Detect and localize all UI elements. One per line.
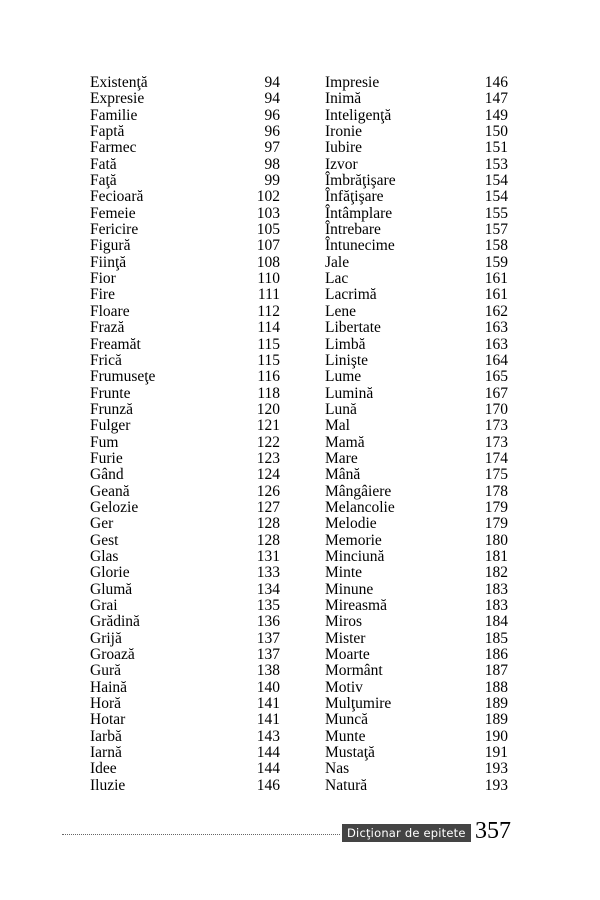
index-entry-page: 164: [484, 351, 508, 369]
index-entry-word: Minte: [325, 564, 363, 582]
index-entry: [325, 222, 508, 238]
index-entry: [90, 435, 280, 451]
index-entry: [90, 75, 280, 91]
index-entry: [90, 418, 280, 434]
index-entry: [90, 222, 280, 238]
index-entry-page: 149: [484, 106, 508, 124]
index-entry-word: Frunte: [90, 384, 131, 402]
index-entry: [325, 712, 508, 728]
index-entry-page: 182: [484, 564, 508, 582]
index-entry-page: 115: [257, 351, 280, 369]
index-entry-page: 158: [484, 237, 508, 255]
index-entry: [90, 647, 280, 663]
index-entry-page: 126: [256, 482, 280, 500]
index-entry: [90, 614, 280, 630]
index-entry-word: Înfăţişare: [325, 188, 384, 206]
index-entry: [325, 729, 508, 745]
index-entry: [325, 189, 508, 205]
index-entry-word: Limbă: [325, 335, 366, 353]
index-entry-page: 96: [264, 106, 280, 124]
index-entry-page: 162: [484, 302, 508, 320]
index-entry-page: 146: [256, 776, 280, 794]
index-entry: [90, 598, 280, 614]
index-entry-word: Glumă: [90, 580, 133, 598]
index-entry-page: 128: [256, 531, 280, 549]
index-entry-page: 134: [256, 580, 280, 598]
index-entry-page: 97: [264, 139, 280, 157]
index-entry-word: Impresie: [325, 74, 380, 91]
index-entry: [325, 467, 508, 483]
index-entry: [325, 353, 508, 369]
index-entry: [90, 271, 280, 287]
index-entry: [90, 745, 280, 761]
index-entry: [325, 238, 508, 254]
index-entry: [325, 124, 508, 140]
index-entry-word: Moarte: [325, 646, 370, 664]
index-entry: [325, 75, 508, 91]
index-entry-word: Mână: [325, 466, 361, 484]
index-entry-page: 173: [484, 417, 508, 435]
index-entry-word: Iarnă: [90, 744, 122, 762]
index-entry-word: Linişte: [325, 351, 369, 369]
index-entry-word: Farmec: [90, 139, 137, 157]
index-entry-word: Frunză: [90, 400, 134, 418]
index-entry: [325, 91, 508, 107]
footer-book-title: Dicţionar de epitete: [342, 824, 471, 842]
index-entry-page: 183: [484, 597, 508, 614]
index-entry: [325, 761, 508, 777]
index-entry-word: Miros: [325, 613, 363, 631]
index-entry-word: Frumuseţe: [90, 368, 156, 386]
index-entry-word: Natură: [325, 776, 368, 794]
index-entry-page: 147: [484, 90, 508, 108]
index-entry-word: Inimă: [325, 90, 362, 108]
index-entry-word: Mal: [325, 417, 350, 435]
index-entry-word: Întâmplare: [325, 204, 393, 222]
index-entry-word: Mustaţă: [325, 744, 375, 762]
index-entry-word: Gură: [90, 662, 121, 680]
index-entry-page: 94: [264, 74, 280, 91]
index-entry-word: Faptă: [90, 123, 125, 141]
index-entry-word: Fericire: [90, 221, 139, 239]
index-entry-page: 98: [264, 155, 280, 173]
index-entry-word: Mireasmă: [325, 597, 387, 614]
index-entry-word: Memorie: [325, 531, 382, 549]
index-entry-word: Glas: [90, 547, 119, 565]
index-entry-page: 96: [264, 123, 280, 141]
index-entry-page: 173: [484, 433, 508, 451]
index-entry-page: 105: [256, 221, 280, 239]
index-entry: [90, 484, 280, 500]
index-entry-page: 163: [484, 335, 508, 353]
page-footer: [62, 818, 512, 844]
index-column-left: [90, 75, 280, 794]
index-entry: [90, 206, 280, 222]
index-entry-page: 189: [484, 711, 508, 729]
index-entry-word: Motiv: [325, 678, 363, 696]
index-entry-word: Horă: [90, 695, 121, 713]
index-entry-page: 181: [484, 547, 508, 565]
index-entry-word: Fior: [90, 270, 116, 288]
index-entry-word: Jale: [325, 253, 350, 271]
index-entry-page: 193: [484, 760, 508, 778]
index-entry-word: Minciună: [325, 547, 385, 565]
index-entry-page: 178: [484, 482, 508, 500]
index-entry-word: Hotar: [90, 711, 126, 729]
index-entry-page: 123: [256, 449, 280, 467]
index-entry-page: 124: [256, 466, 280, 484]
index-entry-word: Grijă: [90, 629, 122, 647]
index-entry-word: Întrebare: [325, 221, 381, 239]
index-entry: [90, 287, 280, 303]
index-entry-word: Fire: [90, 286, 115, 304]
index-entry-page: 127: [256, 498, 280, 516]
index-entry: [90, 729, 280, 745]
index-entry-word: Lume: [325, 368, 362, 386]
index-entry-word: Melodie: [325, 515, 377, 533]
index-entry-page: 111: [257, 286, 280, 304]
index-entry-word: Haină: [90, 678, 128, 696]
index-entry: [325, 402, 508, 418]
index-entry-page: 191: [484, 744, 508, 762]
index-entry: [325, 631, 508, 647]
index-entry-word: Mamă: [325, 433, 365, 451]
index-column-right: [325, 75, 508, 794]
index-entry-page: 118: [257, 384, 280, 402]
index-entry-word: Groază: [90, 646, 135, 664]
index-entry-word: Munte: [325, 727, 366, 745]
index-entry: [325, 418, 508, 434]
index-entry-word: Libertate: [325, 319, 381, 337]
index-entry: [90, 467, 280, 483]
index-entry-page: 143: [256, 727, 280, 745]
index-entry-word: Nas: [325, 760, 350, 778]
index-entry-page: 141: [256, 695, 280, 713]
index-entry-word: Mângâiere: [325, 482, 392, 500]
index-entry-page: 122: [256, 433, 280, 451]
index-entry: [90, 157, 280, 173]
index-entry-page: 110: [257, 270, 280, 288]
index-entry-page: 146: [484, 74, 508, 91]
index-entry-page: 115: [257, 335, 280, 353]
index-entry-page: 154: [484, 172, 508, 190]
index-entry-word: Gest: [90, 531, 119, 549]
index-entry-word: Floare: [90, 302, 130, 320]
index-entry: [90, 386, 280, 402]
index-entry: [90, 189, 280, 205]
index-entry-page: 137: [256, 629, 280, 647]
index-entry: [325, 206, 508, 222]
index-entry-page: 102: [256, 188, 280, 206]
index-entry: [325, 304, 508, 320]
index-entry-word: Expresie: [90, 90, 145, 108]
index-entry-word: Glorie: [90, 564, 130, 582]
index-entry-page: 131: [256, 547, 280, 565]
index-entry-page: 107: [256, 237, 280, 255]
index-entry-word: Gând: [90, 466, 124, 484]
index-entry-word: Muncă: [325, 711, 369, 729]
index-entry-page: 157: [484, 221, 508, 239]
index-entry-page: 140: [256, 678, 280, 696]
index-entry-page: 138: [256, 662, 280, 680]
index-entry-word: Fum: [90, 433, 119, 451]
index-entry: [325, 614, 508, 630]
index-entry: [325, 663, 508, 679]
index-entry-page: 180: [484, 531, 508, 549]
index-entry: [90, 369, 280, 385]
index-entry-page: 170: [484, 400, 508, 418]
index-entry-page: 144: [256, 760, 280, 778]
index-entry: [325, 598, 508, 614]
index-entry-word: Fiinţă: [90, 253, 127, 271]
index-entry: [325, 533, 508, 549]
index-entry-page: 136: [256, 613, 280, 631]
index-entry: [325, 157, 508, 173]
index-entry: [90, 582, 280, 598]
index-entry: [90, 304, 280, 320]
index-entry-page: 99: [264, 172, 280, 190]
index-entry-word: Întunecime: [325, 237, 395, 255]
index-entry-page: 187: [484, 662, 508, 680]
index-entry-page: 167: [484, 384, 508, 402]
index-entry: [90, 451, 280, 467]
index-entry-word: Idee: [90, 760, 117, 778]
index-entry-word: Furie: [90, 449, 123, 467]
index-entry: [325, 647, 508, 663]
index-entry-page: 153: [484, 155, 508, 173]
index-entry-page: 141: [256, 711, 280, 729]
index-entry-word: Iubire: [325, 139, 363, 157]
index-entry-page: 161: [484, 270, 508, 288]
index-entry-word: Iarbă: [90, 727, 122, 745]
index-entry: [90, 255, 280, 271]
index-entry: [90, 173, 280, 189]
index-entry-page: 163: [484, 319, 508, 337]
index-entry: [90, 337, 280, 353]
index-entry-word: Mormânt: [325, 662, 383, 680]
index-entry: [90, 533, 280, 549]
index-entry: [90, 549, 280, 565]
index-entry-word: Faţă: [90, 172, 117, 190]
index-entry: [90, 565, 280, 581]
index-entry-page: 175: [484, 466, 508, 484]
index-entry-page: 137: [256, 646, 280, 664]
index-entry-page: 174: [484, 449, 508, 467]
index-entry-word: Ger: [90, 515, 114, 533]
index-entry: [325, 173, 508, 189]
index-entry: [325, 565, 508, 581]
index-entry-word: Fecioară: [90, 188, 144, 206]
index-entry-page: 179: [484, 515, 508, 533]
index-entry-word: Lumină: [325, 384, 374, 402]
index-entry-word: Mulţumire: [325, 695, 392, 713]
index-entry: [90, 680, 280, 696]
index-entry: [325, 500, 508, 516]
index-entry-page: 151: [484, 139, 508, 157]
index-entry: [325, 386, 508, 402]
index-entry-word: Gelozie: [90, 498, 139, 516]
index-entry-word: Inteligenţă: [325, 106, 392, 124]
index-entry-page: 184: [484, 613, 508, 631]
index-entry: [325, 108, 508, 124]
index-entry: [325, 516, 508, 532]
index-entry-page: 150: [484, 123, 508, 141]
index-entry: [90, 320, 280, 336]
index-entry-page: 183: [484, 580, 508, 598]
index-entry-word: Minune: [325, 580, 374, 598]
index-entry-word: Lac: [325, 270, 349, 288]
index-entry: [325, 255, 508, 271]
index-entry: [325, 320, 508, 336]
index-entry-word: Figură: [90, 237, 131, 255]
index-entry-word: Geană: [90, 482, 130, 500]
index-entry: [325, 696, 508, 712]
index-entry-word: Freamăt: [90, 335, 141, 353]
index-entry-page: 94: [264, 90, 280, 108]
index-entry: [325, 484, 508, 500]
index-entry-word: Frică: [90, 351, 122, 369]
index-entry-page: 154: [484, 188, 508, 206]
index-entry: [90, 778, 280, 794]
footer-page-number: 357: [475, 818, 511, 844]
index-entry-word: Melancolie: [325, 498, 395, 516]
index-entry: [325, 369, 508, 385]
index-entry-word: Ironie: [325, 123, 363, 141]
index-entry-page: 128: [256, 515, 280, 533]
index-entry-page: 188: [484, 678, 508, 696]
index-entry: [90, 696, 280, 712]
index-entry-word: Grădină: [90, 613, 140, 631]
index-entry: [325, 140, 508, 156]
index-entry-page: 189: [484, 695, 508, 713]
index-entry-word: Mare: [325, 449, 358, 467]
index-entry: [90, 238, 280, 254]
index-entry: [90, 500, 280, 516]
index-entry-word: Fulger: [90, 417, 131, 435]
index-entry-word: Existenţă: [90, 74, 148, 91]
index-entry-word: Femeie: [90, 204, 136, 222]
index-entry: [90, 631, 280, 647]
index-entry: [325, 451, 508, 467]
index-entry: [325, 337, 508, 353]
index-entry: [90, 140, 280, 156]
index-entry-page: 121: [256, 417, 280, 435]
index-entry: [325, 745, 508, 761]
index-entry: [90, 402, 280, 418]
index-entry: [90, 91, 280, 107]
index-entry-page: 186: [484, 646, 508, 664]
index-entry-word: Grai: [90, 597, 118, 614]
index-entry-word: Frază: [90, 319, 125, 337]
index-entry-word: Lună: [325, 400, 357, 418]
index-entry: [90, 124, 280, 140]
index-entry-page: 155: [484, 204, 508, 222]
index-entry: [325, 549, 508, 565]
index-entry-page: 144: [256, 744, 280, 762]
index-entry-word: Lacrimă: [325, 286, 377, 304]
index-entry-word: Familie: [90, 106, 138, 124]
index-entry-page: 116: [257, 368, 280, 386]
index-entry: [90, 353, 280, 369]
index-entry-word: Lene: [325, 302, 356, 320]
index-entry-page: 135: [256, 597, 280, 614]
index-entry: [325, 680, 508, 696]
index-entry-page: 161: [484, 286, 508, 304]
index-entry-word: Fată: [90, 155, 117, 173]
index-entry-word: Mister: [325, 629, 366, 647]
index-entry-word: Izvor: [325, 155, 358, 173]
index-entry-page: 159: [484, 253, 508, 271]
index-entry-page: 179: [484, 498, 508, 516]
index-entry-word: Iluzie: [90, 776, 126, 794]
footer-dotted-leader: [62, 834, 340, 835]
index-entry-page: 114: [257, 319, 280, 337]
index-entry-page: 108: [256, 253, 280, 271]
index-entry-page: 185: [484, 629, 508, 647]
index-entry-page: 190: [484, 727, 508, 745]
index-entry: [325, 435, 508, 451]
index-entry: [325, 271, 508, 287]
index-entry: [325, 778, 508, 794]
index-entry: [90, 712, 280, 728]
index-entry: [90, 663, 280, 679]
index-entry-page: 112: [257, 302, 280, 320]
index-entry: [325, 287, 508, 303]
index-entry-word: Îmbrăţişare: [325, 172, 396, 190]
index-entry-page: 193: [484, 776, 508, 794]
index-entry-page: 165: [484, 368, 508, 386]
index-entry-page: 133: [256, 564, 280, 582]
index-entry-page: 103: [256, 204, 280, 222]
index-entry: [90, 108, 280, 124]
index-entry: [90, 761, 280, 777]
index-entry-page: 120: [256, 400, 280, 418]
index-entry: [325, 582, 508, 598]
index-entry: [90, 516, 280, 532]
